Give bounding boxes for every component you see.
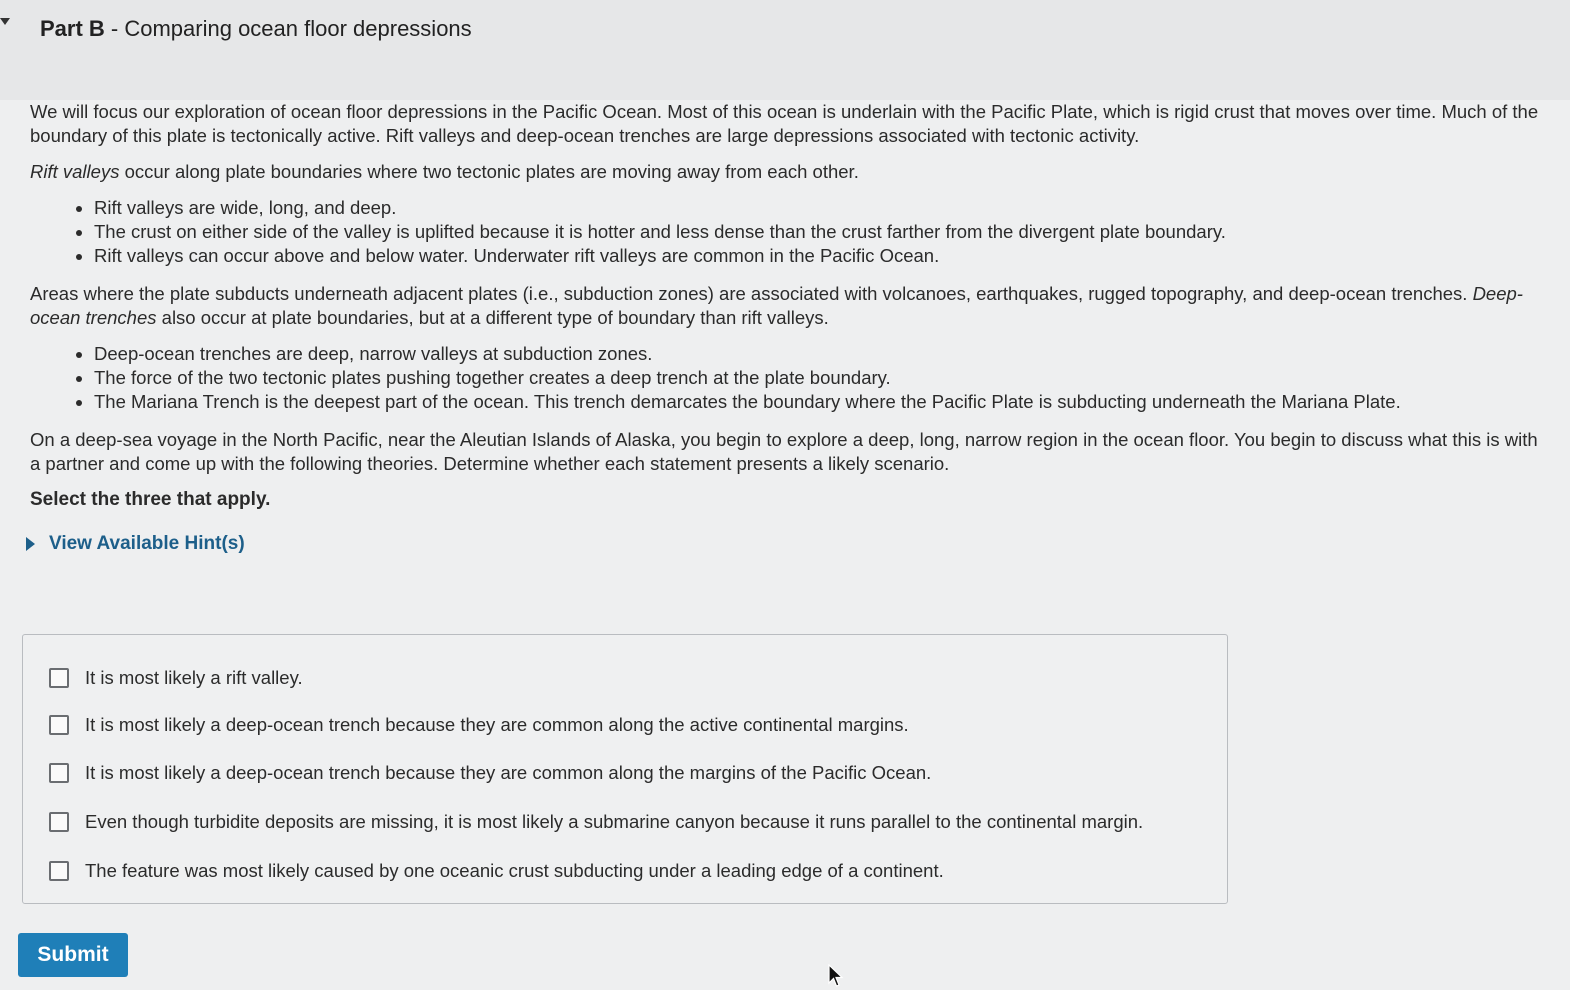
checkbox[interactable] bbox=[49, 812, 69, 832]
intro-paragraph: We will focus our exploration of ocean floor depressions in the Pacific Ocean. Most of this ocean is underlain with the Pacific Plate, which is rigid crust that moves over time. Much of the boundary of this plate is tectonically active. Rift valleys and deep-ocean trenches are large depressions associated with tectonic activity. bbox=[30, 101, 1539, 146]
answer-option-5[interactable] bbox=[49, 860, 944, 882]
trench-bullet-list bbox=[30, 342, 1550, 414]
select-instruction: Select the three that apply. bbox=[30, 489, 271, 510]
list-item: • Rift valleys are wide, long, and deep. bbox=[94, 196, 1550, 220]
rift-bullet-list bbox=[30, 196, 1550, 268]
question-content bbox=[30, 100, 1550, 556]
list-item: • The Mariana Trench is the deepest part of the ocean. This trench demarcates the boundary where the Pacific Plate is subducting underneath the Mariana Plate. bbox=[94, 390, 1550, 414]
answer-option-2[interactable] bbox=[49, 714, 909, 736]
option-label[interactable]: It is most likely a deep-ocean trench because they are common along the margins of the Pacific Ocean. bbox=[85, 762, 932, 783]
submit-button[interactable]: Submit bbox=[18, 933, 128, 977]
title-separator: - bbox=[104, 16, 125, 41]
view-hints-toggle[interactable] bbox=[26, 532, 1550, 556]
list-item: • Rift valleys can occur above and below water. Underwater rift valleys are common in the Pacific Ocean. bbox=[94, 244, 1550, 268]
list-item: • The crust on either side of the valley is uplifted because it is hotter and less dense than the crust farther from the divergent plate boundary. bbox=[94, 220, 1550, 244]
rift-term: Rift valleys bbox=[30, 161, 120, 182]
mouse-cursor-icon bbox=[828, 964, 844, 988]
scenario-paragraph: On a deep-sea voyage in the North Pacific, near the Aleutian Islands of Alaska, you begin to explore a deep, long, narrow region in the ocean floor. You begin to discuss what this is with a partner and come up with the following theories. Determine whether each statement presents a likely scenario. bbox=[30, 429, 1538, 474]
part-title-text: Comparing ocean floor depressions bbox=[124, 16, 472, 41]
answer-option-4[interactable] bbox=[49, 811, 1143, 833]
checkbox[interactable] bbox=[49, 668, 69, 688]
part-label: Part B bbox=[40, 16, 105, 41]
rift-description: occur along plate boundaries where two tectonic plates are moving away from each other. bbox=[119, 161, 859, 182]
option-label[interactable]: It is most likely a deep-ocean trench because they are common along the active continental margins. bbox=[85, 714, 909, 735]
rift-paragraph bbox=[30, 160, 1550, 184]
page-title bbox=[40, 16, 472, 42]
trench-term: Deep-ocean trenches bbox=[30, 283, 1523, 328]
triangle-right-icon[interactable] bbox=[26, 537, 35, 551]
subduction-description: Areas where the plate subducts underneath adjacent plates (i.e., subduction zones) are associated with volcanoes, earthquakes, rugged topography, and deep-ocean trenches. bbox=[30, 283, 1473, 304]
checkbox[interactable] bbox=[49, 861, 69, 881]
hint-link-label[interactable]: View Available Hint(s) bbox=[49, 533, 245, 554]
list-item: • Deep-ocean trenches are deep, narrow valleys at subduction zones. bbox=[94, 342, 1550, 366]
checkbox[interactable] bbox=[49, 715, 69, 735]
trench-paragraph bbox=[30, 282, 1550, 330]
option-label[interactable]: The feature was most likely caused by one oceanic crust subducting under a leading edge of a continent. bbox=[85, 860, 944, 881]
caret-down-icon[interactable] bbox=[0, 18, 10, 25]
list-item: • The force of the two tectonic plates pushing together creates a deep trench at the plate boundary. bbox=[94, 366, 1550, 390]
trench-description: also occur at plate boundaries, but at a different type of boundary than rift valleys. bbox=[156, 307, 829, 328]
option-label[interactable]: Even though turbidite deposits are missing, it is most likely a submarine canyon because it runs parallel to the continental margin. bbox=[85, 811, 1144, 832]
answer-options-box bbox=[22, 634, 1228, 904]
part-header[interactable] bbox=[0, 0, 1570, 100]
answer-option-3[interactable] bbox=[49, 762, 931, 784]
answer-option-1[interactable] bbox=[49, 667, 303, 689]
checkbox[interactable] bbox=[49, 763, 69, 783]
option-label[interactable]: It is most likely a rift valley. bbox=[85, 667, 303, 688]
